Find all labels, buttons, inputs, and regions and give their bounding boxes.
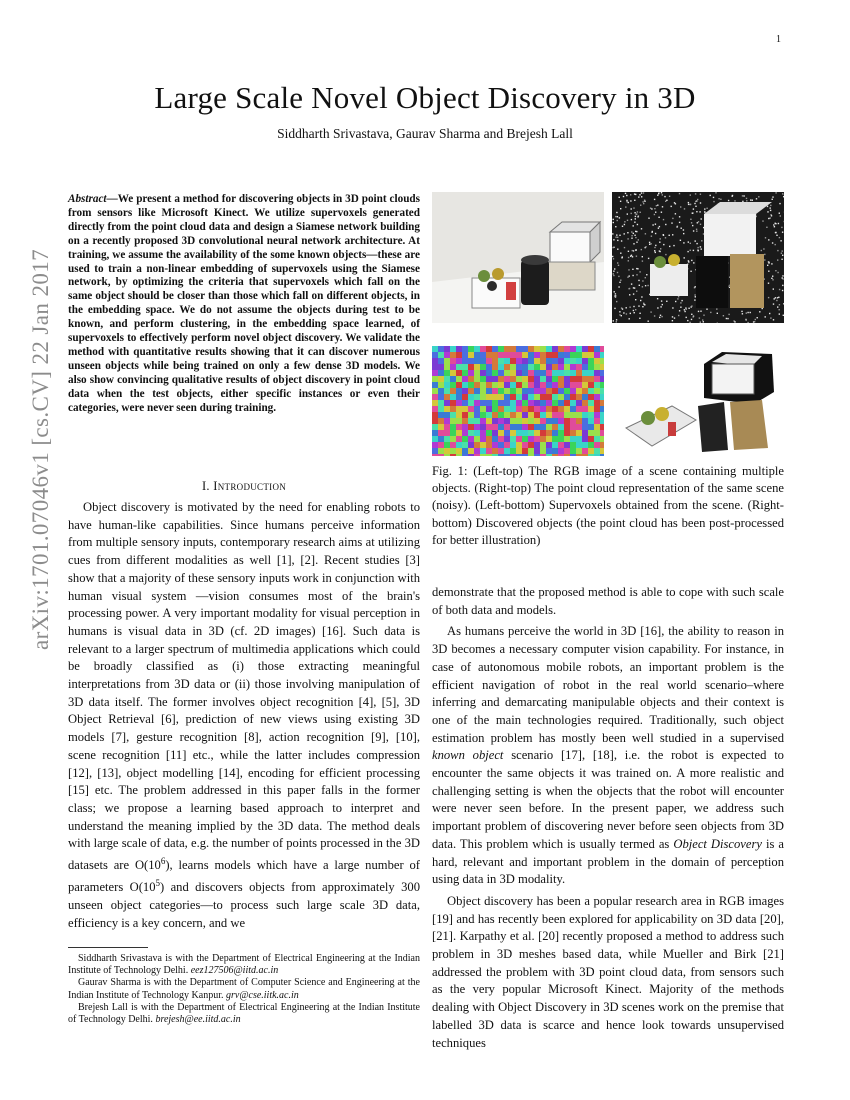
intro-math-1: O(10 bbox=[134, 858, 161, 873]
footnote-3: Brejesh Lall is with the Department of Electrical Engineering at the Indian Institute of Technology Delhi. brejesh@ee.iitd.ac.in bbox=[68, 1001, 420, 1026]
footnote-1: Siddharth Srivastava is with the Department of Electrical Engineering at the Indian Institute of Technology Delhi. eez127506@iitd.ac.in bbox=[68, 953, 420, 977]
rgb-scene-illustration bbox=[432, 192, 604, 323]
abstract-lead: Abstract bbox=[68, 193, 107, 205]
page-number: 1 bbox=[776, 34, 781, 45]
abstract-text: —We present a method for discovering objects in 3D point clouds from sensors like Microsoft Kinect. We utilize supervoxels generated directly from the point cloud data and design a Siamese network building on a recently proposed 3D convolutional neural network architecture. At training, we assume the availability of the some known objects—these are used to train a non-linear embedding of supervoxels using the Siamese network, by optimizing the criteria that supervoxels which fall on the same object should be closer than those which fall on different objects, in the embedding space. We do not assume the objects during test to be known, and perform clustering, in the embedding space learned, of supervoxels to effectively perform novel object discovery. We validate the method with quantitative results showing that it can discover numerous unseen objects while being trained on only a few dense 3D models. We also show convincing qualitative results of object discovery in point cloud data when the test objects, either specific instances or even their categories, were never seen during training. bbox=[68, 193, 420, 414]
paper-title: Large Scale Novel Object Discovery in 3D bbox=[154, 80, 696, 115]
intro-text-3: ) and discovers objects from approximately 300 unseen object categories—to process such large scale 3D data, efficiency is a key concern, and we bbox=[68, 880, 420, 930]
section-heading-introduction bbox=[68, 479, 420, 494]
footnote-3-email[interactable]: brejesh@ee.iitd.ac.in bbox=[155, 1014, 241, 1026]
figure-discovered-objects bbox=[612, 346, 784, 456]
abstract bbox=[68, 193, 420, 416]
right-paragraph-2: As humans perceive the world in 3D [16], the ability to reason in 3D becomes a necessary computer vision capability. For instance, in case of autonomous mobile robots, an important problem is the efficient navigation of robot in the real world scenario–where inferring and demarcating manipulable objects and their context is one of the main technologies required. Traditionally, such object estimation problem has mostly been well studied in a supervised known object scenario [17], [18], i.e. the robot is expected to encounter the same objects it was trained on. A more realistic and challenging setting is when the objects that the robot will encounter were never seen before. In the present paper, we address such important problem of discovering never before seen objects from 3D data. This problem which is usually termed as Object Discovery is a hard, relevant and important problem in the domain of perception using data in 3D modality. bbox=[432, 624, 784, 887]
intro-math-2: O(10 bbox=[129, 880, 156, 895]
paper-authors: Siddharth Srivastava, Gaurav Sharma and Brejesh Lall bbox=[277, 126, 573, 141]
supervoxels-illustration bbox=[432, 346, 604, 456]
figure-caption: Fig. 1: (Left-top) The RGB image of a scene containing multiple objects. (Right-top) The point cloud representation of the same scene (noisy). (Left-bottom) Supervoxels obtained from the scene. (Right-bottom) Discovered objects (the point cloud has been post-processed for better illustration) bbox=[432, 464, 784, 547]
figure-point-cloud bbox=[612, 192, 784, 323]
discovered-objects-illustration bbox=[612, 346, 784, 456]
intro-text-2: ), learns models which have a large number of parameters bbox=[68, 858, 420, 895]
point-cloud-illustration bbox=[612, 192, 784, 323]
term-known-object: known object bbox=[432, 748, 504, 763]
footnote-1-email[interactable]: eez127506@iitd.ac.in bbox=[190, 965, 279, 977]
section-numeral: I. bbox=[201, 479, 214, 493]
section-title: Introduction bbox=[213, 479, 287, 493]
intro-exp-1: 6 bbox=[160, 856, 166, 867]
figure-supervoxels bbox=[432, 346, 604, 456]
footnote-2-email[interactable]: grv@cse.iitk.ac.in bbox=[225, 989, 299, 1001]
intro-text-1: Object discovery is motivated by the need for enabling robots to have human-like capabilities. Since humans perceive information from multiple sensory inputs, contemporary research aims at utilizing cues from different modalities as well [1], [2]. Recent studies [3] show that a majority of these sensory inputs work in conjunction with human visual system —vision consumes most of the brain's processing power. A very important modality for visual perception in humans is visual data in 3D (cf. 2D images) [16]. Such data is relevant to a larger spectrum of multimedia applications which could be broadly classified as (i) those extracting meaningful interpretations from 3D data or (ii) those involving manipulation of 3D data itself. The former involves object recognition [4], [5], 3D Object Retrieval [6], prediction of new views using existing 3D models [7], gesture recognition [8], action recognition [9], [10], scene recognition [11] etc., while the latter includes compression [12], [13], object modelling [14], encoding for efficient processing [15] etc. The problem addressed in this paper falls in the former class; we propose a learning based approach to interpret and understand the meaning implied by the 3D data. The method deals with large scale of data, e.g. the number of points processed in the 3D datasets are bbox=[68, 500, 420, 873]
arxiv-stamp: arXiv:1701.07046v1 [cs.CV] 22 Jan 2017 bbox=[28, 248, 53, 650]
figure-rgb-image bbox=[432, 192, 604, 323]
introduction-paragraph bbox=[68, 499, 420, 932]
footnote-rule bbox=[68, 947, 148, 948]
term-object-discovery: Object Discovery bbox=[673, 836, 762, 851]
footnotes bbox=[68, 953, 420, 1026]
footnote-2: Gaurav Sharma is with the Department of Computer Science and Engineering at the Indian Institute of Technology Kanpur. grv@cse.iitk.ac.in bbox=[68, 977, 420, 1001]
right-column-text bbox=[432, 584, 784, 1052]
right-paragraph-1: demonstrate that the proposed method is able to cope with such scale of both data and models. bbox=[432, 585, 784, 617]
right-paragraph-3: Object discovery has been a popular research area in RGB images [19] and has recently been explored for applicability on 3D data [20], [21]. Karpathy et al. [20] recently proposed a method to address such problem in 3D meshes based data, while Mueller and Birk [21] addressed the problem with 3D point cloud data, from sensors such as the very popular Microsoft Kinect. Majority of the methods dealing with Object Discovery in 3D scenes work on the premise that labelled 3D data is scarce and hence look towards unsupervised techniques bbox=[432, 893, 784, 1050]
intro-exp-2: 5 bbox=[155, 877, 161, 888]
